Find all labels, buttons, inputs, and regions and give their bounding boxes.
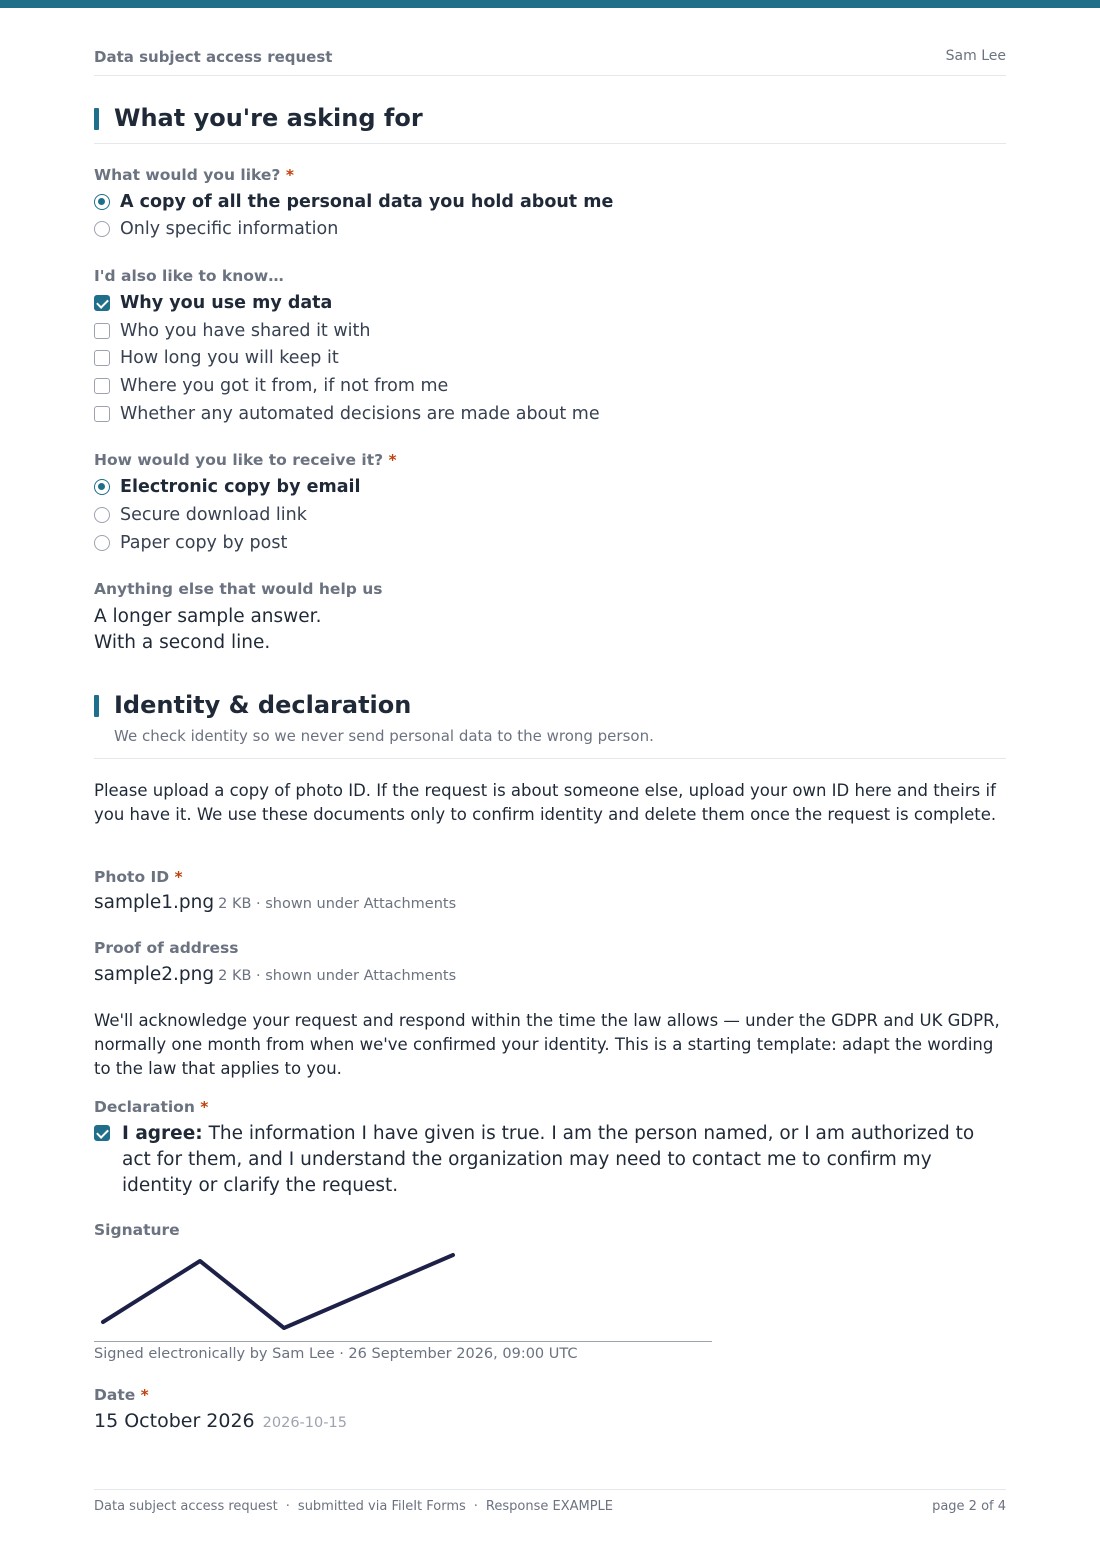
file-meta: 2 KB · shown under Attachments (218, 896, 457, 912)
checkbox-checked-icon (94, 295, 110, 311)
signature-box (94, 1248, 712, 1342)
checkbox-option-shared-with[interactable]: Who you have shared it with (94, 320, 370, 342)
radio-empty-icon (94, 221, 110, 237)
checkbox-empty-icon (94, 350, 110, 366)
required-marker: * (200, 1098, 209, 1116)
file-meta: 2 KB · shown under Attachments (218, 968, 457, 984)
question-label-receive: How would you like to receive it? * (94, 451, 397, 469)
declaration-text: I agree: The information I have given is true. I am the person named, or I am authorized to act for them, and I understand the organization may need to contact me to confirm my identity or clarify the request. (122, 1123, 975, 1196)
question-label-what-like: What would you like? * (94, 166, 294, 184)
date-iso: 2026-10-15 (262, 1415, 347, 1431)
footer-left: Data subject access request · submitted via FileIt Forms · Response EXAMPLE (94, 1499, 614, 1514)
radio-option-email[interactable]: Electronic copy by email (94, 476, 361, 498)
radio-selected-icon (94, 479, 110, 495)
page-number: page 2 of 4 (932, 1499, 1006, 1514)
section-title: Identity & declaration (114, 691, 412, 719)
respondent-name: Sam Lee (945, 48, 1006, 64)
question-label-photo-id: Photo ID * (94, 868, 183, 886)
top-accent-bar (0, 0, 1100, 8)
checkbox-checked-icon[interactable] (94, 1125, 110, 1141)
checkbox-option-why-use[interactable]: Why you use my data (94, 292, 332, 314)
page-footer (94, 1489, 1006, 1514)
checkbox-empty-icon (94, 406, 110, 422)
form-title: Data subject access request (94, 48, 333, 66)
signature-drawing (94, 1248, 712, 1342)
file-name: sample2.png (94, 964, 215, 985)
date-answer (94, 1410, 347, 1432)
identity-intro-text: Please upload a copy of photo ID. If the request is about someone else, upload your own ID here and theirs if you have it. We use these documents only to confirm identity and delete them once the request is complete. (94, 781, 997, 824)
checkbox-option-automated-decisions[interactable]: Whether any automated decisions are made about me (94, 403, 600, 425)
question-label-proof-address: Proof of address (94, 939, 239, 957)
required-marker: * (174, 868, 183, 886)
section-heading-request (94, 104, 1006, 144)
required-marker: * (285, 166, 294, 184)
file-name: sample1.png (94, 892, 215, 913)
radio-option-post[interactable]: Paper copy by post (94, 532, 287, 554)
answer-line-1: A longer sample answer. (94, 606, 322, 627)
question-label-anything-else: Anything else that would help us (94, 580, 383, 598)
section-accent-bar (94, 695, 99, 717)
section-heading-identity (94, 691, 1006, 759)
section-accent-bar (94, 108, 99, 130)
checkbox-option-source[interactable]: Where you got it from, if not from me (94, 375, 448, 397)
radio-option-specific-info[interactable]: Only specific information (94, 218, 338, 240)
checkbox-empty-icon (94, 378, 110, 394)
radio-selected-icon (94, 194, 110, 210)
checkbox-option-keep-duration[interactable]: How long you will keep it (94, 347, 339, 369)
section-title: What you're asking for (114, 104, 423, 132)
radio-option-full-copy[interactable]: A copy of all the personal data you hold about me (94, 191, 613, 213)
signature-meta: Signed electronically by Sam Lee · 26 September 2026, 09:00 UTC (94, 1346, 578, 1362)
checkbox-empty-icon (94, 323, 110, 339)
question-label-declaration: Declaration * (94, 1098, 209, 1116)
response-time-notice: We'll acknowledge your request and respond within the time the law allows — under the GDPR and UK GDPR, normally one month from when we've confirmed your identity. This is a starting template: adapt the wording to the law that applies to you. (94, 1011, 1000, 1078)
radio-empty-icon (94, 507, 110, 523)
agree-label: I agree: (122, 1123, 203, 1144)
radio-empty-icon (94, 535, 110, 551)
question-label-also-know: I'd also like to know… (94, 267, 284, 285)
question-label-date: Date * (94, 1386, 149, 1404)
proof-address-attachment[interactable] (94, 964, 456, 985)
photo-id-attachment[interactable] (94, 892, 456, 913)
required-marker: * (388, 451, 397, 469)
declaration-agreement[interactable] (94, 1121, 1006, 1199)
question-label-signature: Signature (94, 1221, 180, 1239)
section-subtitle: We check identity so we never send personal data to the wrong person. (114, 727, 654, 745)
date-value: 15 October 2026 (94, 1410, 255, 1432)
radio-option-download-link[interactable]: Secure download link (94, 504, 307, 526)
running-header (94, 48, 1006, 76)
answer-line-2: With a second line. (94, 632, 271, 653)
required-marker: * (140, 1386, 149, 1404)
